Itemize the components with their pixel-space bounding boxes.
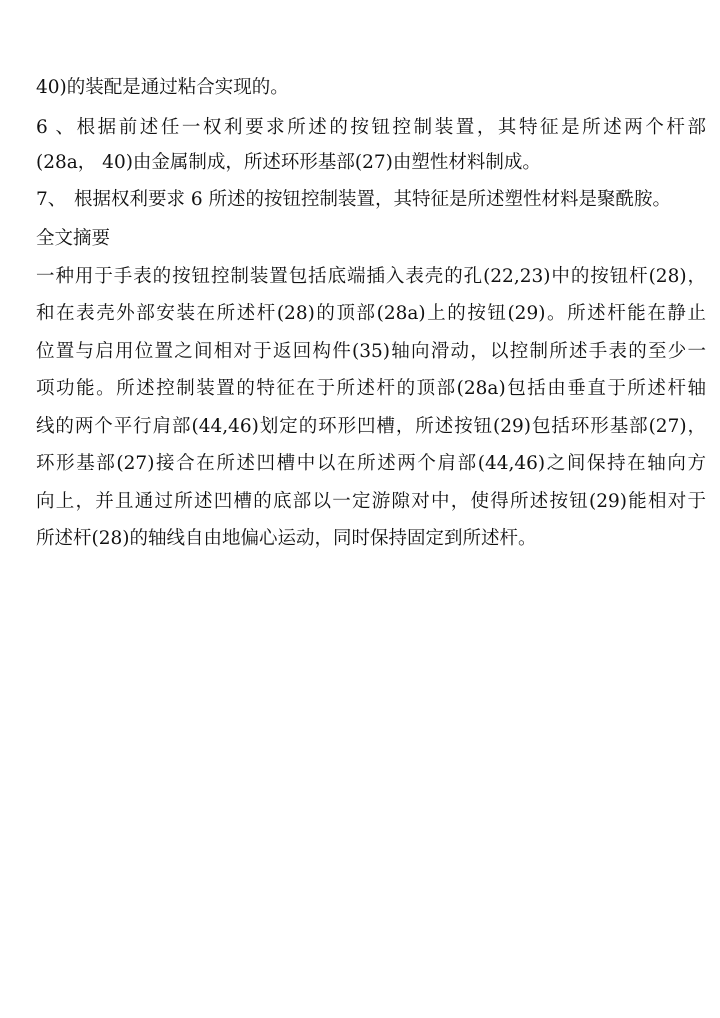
claim-7-text-1: 根据权利要求 6 所述的按钮控制装置，其特征是所述塑性材料是聚酰胺。 [74, 189, 672, 210]
abstract-line-1: 一种用于手表的按钮控制装置包括底端插入表壳的孔(22,23)中的按钮杆(28)， [36, 266, 706, 287]
abstract-line-2: 和在表壳外部安装在所述杆(28)的顶部(28a)上的按钮(29)。所述杆能在静止 [36, 303, 706, 324]
abstract-line-4: 项功能。所述控制装置的特征在于所述杆的顶部(28a)包括由垂直于所述杆轴 [36, 378, 706, 399]
abstract-line-8: 所述杆(28)的轴线自由地偏心运动，同时保持固定到所述杆。 [36, 528, 537, 549]
claim-5-continuation: 40)的装配是通过粘合实现的。 [36, 77, 289, 98]
abstract-line-3: 位置与启用位置之间相对于返回构件(35)轴向滑动，以控制所述手表的至少一 [36, 341, 706, 362]
claim-6-line-1 [36, 116, 706, 140]
abstract-line-6: 环形基部(27)接合在所述凹槽中以在所述两个肩部(44,46)之间保持在轴向方 [36, 453, 706, 474]
claim-6-line-2: (28a， 40)由金属制成，所述环形基部(27)由塑性材料制成。 [36, 152, 541, 173]
claim-7-line-1 [36, 188, 706, 212]
abstract-line-5: 线的两个平行肩部(44,46)划定的环形凹槽，所述按钮(29)包括环形基部(27)， [36, 416, 706, 437]
claim-7-number: 7、 [36, 189, 67, 210]
claim-6-text-1: 根据前述任一权利要求所述的按钮控制装置，其特征是所述两个杆部 [74, 117, 706, 138]
abstract-line-7: 向上，并且通过所述凹槽的底部以一定游隙对中，使得所述按钮(29)能相对于 [36, 491, 706, 512]
claim-6-number: 6、 [36, 117, 74, 138]
abstract-heading: 全文摘要 [36, 228, 111, 249]
